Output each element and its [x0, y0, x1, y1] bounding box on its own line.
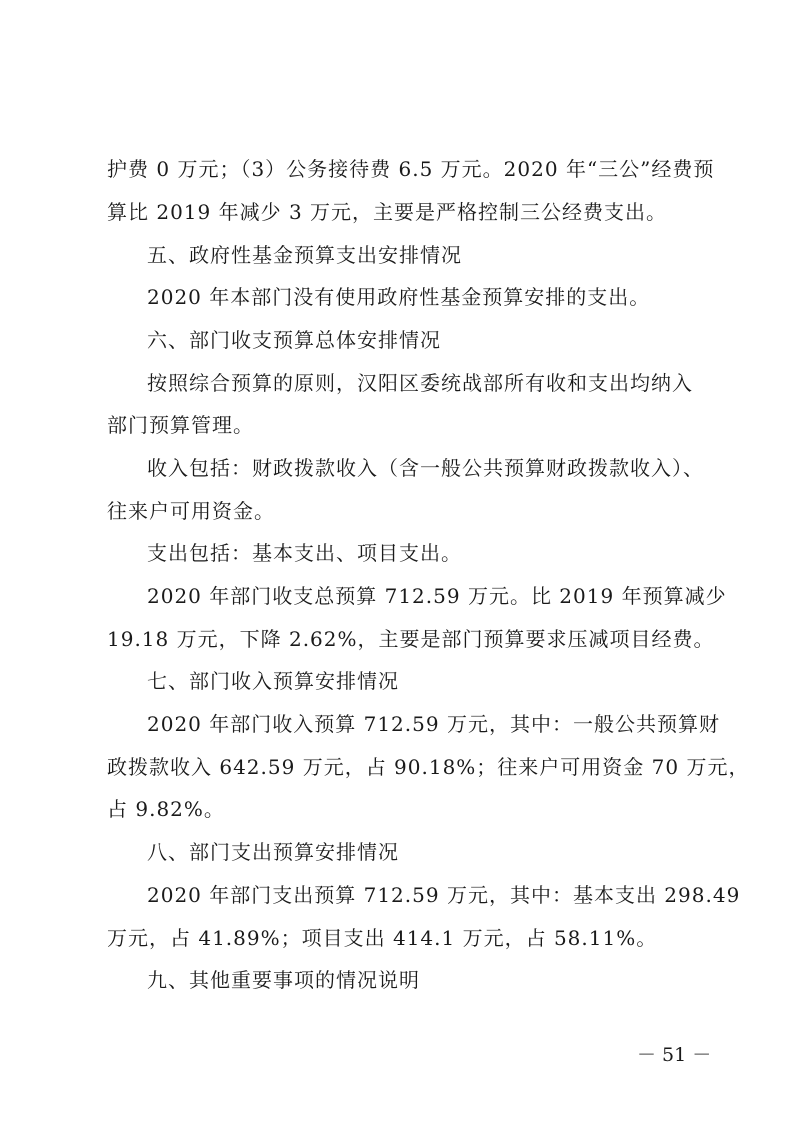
page-number: － 51 －	[637, 1044, 712, 1066]
section-heading-7: 七、部门收入预算安排情况	[147, 669, 399, 693]
section-heading-6: 六、部门收支预算总体安排情况	[147, 328, 441, 352]
body-line-4: 2020 年本部门没有使用政府性基金预算安排的支出。	[147, 285, 651, 309]
section-heading-5: 五、政府性基金预算支出安排情况	[147, 243, 462, 267]
body-line-8: 收入包括：财政拨款收入（含一般公共预算财政拨款收入）、	[147, 456, 704, 480]
body-line-15: 政拨款收入 642.59 万元，占 90.18%；往来户可用资金 70 万元，	[107, 755, 750, 779]
body-line-10: 支出包括：基本支出、项目支出。	[147, 541, 462, 565]
body-line-12: 19.18 万元，下降 2.62%，主要是部门预算要求压减项目经费。	[107, 627, 715, 651]
body-line-2: 算比 2019 年减少 3 万元，主要是严格控制三公经费支出。	[107, 200, 668, 224]
body-line-7: 部门预算管理。	[107, 413, 254, 437]
body-line-18: 2020 年部门支出预算 712.59 万元，其中：基本支出 298.49	[147, 883, 741, 907]
section-heading-9: 九、其他重要事项的情况说明	[147, 968, 420, 992]
body-line-9: 往来户可用资金。	[107, 499, 275, 523]
section-heading-8: 八、部门支出预算安排情况	[147, 840, 399, 864]
body-line-1: 护费 0 万元；（3）公务接待费 6.5 万元。2020 年“三公”经费预	[107, 157, 715, 181]
body-line-11: 2020 年部门收支总预算 712.59 万元。比 2019 年预算减少	[147, 584, 727, 608]
body-line-6: 按照综合预算的原则，汉阳区委统战部所有收和支出均纳入	[147, 371, 693, 395]
body-line-19: 万元，占 41.89%；项目支出 414.1 万元，占 58.11%。	[107, 926, 658, 950]
body-line-16: 占 9.82%。	[107, 797, 225, 821]
body-line-14: 2020 年部门收入预算 712.59 万元，其中：一般公共预算财	[147, 712, 720, 736]
